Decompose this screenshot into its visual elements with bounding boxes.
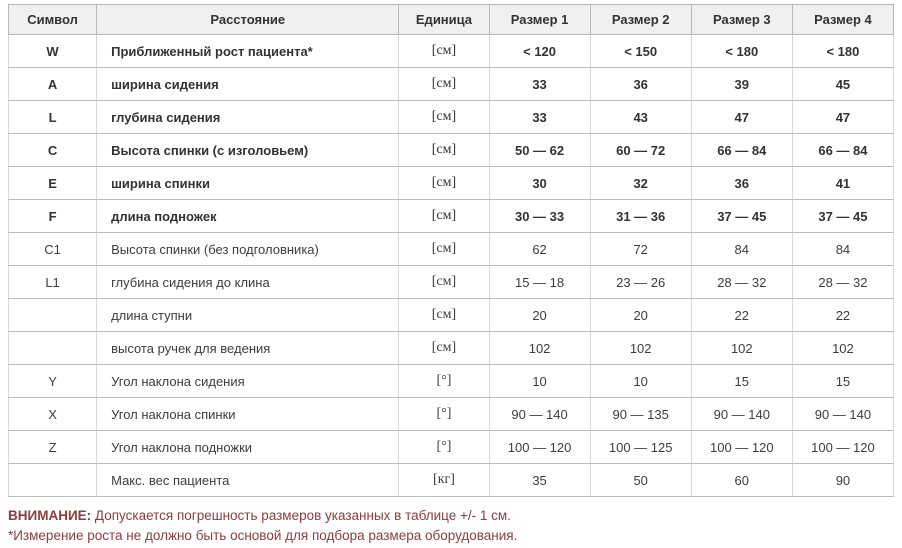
size-3-cell: 22 (691, 299, 792, 332)
symbol-cell: C1 (9, 233, 97, 266)
size-2-cell: 20 (590, 299, 691, 332)
size-1-cell: 30 (489, 167, 590, 200)
size-4-cell: 90 (792, 464, 893, 497)
table-row (9, 398, 894, 431)
warning-text: Допускается погрешность размеров указанных в таблице +/- 1 см. (91, 508, 511, 523)
unit-cell: [кг] (399, 464, 489, 497)
table-row (9, 464, 894, 497)
size-1-cell: 30 — 33 (489, 200, 590, 233)
size-3-cell: 60 (691, 464, 792, 497)
size-3-cell: 28 — 32 (691, 266, 792, 299)
size-2-cell: 72 (590, 233, 691, 266)
size-1-cell: 35 (489, 464, 590, 497)
distance-cell: Угол наклона сидения (97, 365, 399, 398)
size-1-cell: 33 (489, 101, 590, 134)
symbol-cell (9, 332, 97, 365)
unit-cell: [см] (399, 332, 489, 365)
size-2-cell: 23 — 26 (590, 266, 691, 299)
size-1-cell: 15 — 18 (489, 266, 590, 299)
distance-cell: Угол наклона подножки (97, 431, 399, 464)
table-row (9, 431, 894, 464)
size-3-cell: 47 (691, 101, 792, 134)
table-row (9, 167, 894, 200)
size-2-cell: 102 (590, 332, 691, 365)
column-header-5: Размер 2 (590, 5, 691, 35)
size-4-cell: < 180 (792, 35, 893, 68)
table-row (9, 365, 894, 398)
size-3-cell: 15 (691, 365, 792, 398)
size-table (8, 4, 894, 497)
table-row (9, 200, 894, 233)
unit-cell: [°] (399, 398, 489, 431)
symbol-cell: A (9, 68, 97, 101)
size-1-cell: 20 (489, 299, 590, 332)
size-1-cell: 33 (489, 68, 590, 101)
size-1-cell: 100 — 120 (489, 431, 590, 464)
size-2-cell: 36 (590, 68, 691, 101)
symbol-cell (9, 299, 97, 332)
unit-cell: [см] (399, 200, 489, 233)
size-2-cell: 31 — 36 (590, 200, 691, 233)
size-4-cell: 66 — 84 (792, 134, 893, 167)
size-3-cell: < 180 (691, 35, 792, 68)
distance-cell: ширина сидения (97, 68, 399, 101)
table-header-row (9, 5, 894, 35)
table-row (9, 266, 894, 299)
warning-line (8, 506, 894, 526)
size-4-cell: 84 (792, 233, 893, 266)
unit-cell: [см] (399, 101, 489, 134)
distance-cell: глубина сидения (97, 101, 399, 134)
size-2-cell: 43 (590, 101, 691, 134)
size-2-cell: 50 (590, 464, 691, 497)
symbol-cell: W (9, 35, 97, 68)
size-3-cell: 102 (691, 332, 792, 365)
distance-cell: глубина сидения до клина (97, 266, 399, 299)
distance-cell: Приближенный рост пациента* (97, 35, 399, 68)
size-3-cell: 39 (691, 68, 792, 101)
size-4-cell: 37 — 45 (792, 200, 893, 233)
symbol-cell: F (9, 200, 97, 233)
distance-cell: длина подножек (97, 200, 399, 233)
size-1-cell: 90 — 140 (489, 398, 590, 431)
table-row (9, 134, 894, 167)
symbol-cell: L1 (9, 266, 97, 299)
size-3-cell: 90 — 140 (691, 398, 792, 431)
warning-label: ВНИМАНИЕ: (8, 508, 92, 523)
footer-note (8, 506, 894, 546)
size-3-cell: 66 — 84 (691, 134, 792, 167)
size-1-cell: < 120 (489, 35, 590, 68)
column-header-4: Размер 1 (489, 5, 590, 35)
symbol-cell: E (9, 167, 97, 200)
unit-cell: [см] (399, 134, 489, 167)
table-row (9, 332, 894, 365)
distance-cell: длина ступни (97, 299, 399, 332)
symbol-cell: Z (9, 431, 97, 464)
distance-cell: Высота спинки (с изголовьем) (97, 134, 399, 167)
size-2-cell: 60 — 72 (590, 134, 691, 167)
size-3-cell: 100 — 120 (691, 431, 792, 464)
size-4-cell: 100 — 120 (792, 431, 893, 464)
column-header-3: Единица (399, 5, 489, 35)
unit-cell: [см] (399, 167, 489, 200)
unit-cell: [см] (399, 68, 489, 101)
symbol-cell: X (9, 398, 97, 431)
symbol-cell (9, 464, 97, 497)
table-row (9, 35, 894, 68)
size-4-cell: 90 — 140 (792, 398, 893, 431)
symbol-cell: C (9, 134, 97, 167)
size-2-cell: 90 — 135 (590, 398, 691, 431)
size-2-cell: 100 — 125 (590, 431, 691, 464)
note-line: *Измерение роста не должно быть основой для подбора размера оборудования. (8, 528, 518, 543)
unit-cell: [см] (399, 299, 489, 332)
unit-cell: [°] (399, 431, 489, 464)
distance-cell: ширина спинки (97, 167, 399, 200)
size-3-cell: 37 — 45 (691, 200, 792, 233)
size-4-cell: 15 (792, 365, 893, 398)
size-4-cell: 41 (792, 167, 893, 200)
column-header-1: Символ (9, 5, 97, 35)
unit-cell: [°] (399, 365, 489, 398)
symbol-cell: L (9, 101, 97, 134)
size-3-cell: 36 (691, 167, 792, 200)
unit-cell: [см] (399, 266, 489, 299)
size-2-cell: 32 (590, 167, 691, 200)
size-1-cell: 102 (489, 332, 590, 365)
size-4-cell: 102 (792, 332, 893, 365)
size-3-cell: 84 (691, 233, 792, 266)
size-4-cell: 45 (792, 68, 893, 101)
table-row (9, 299, 894, 332)
distance-cell: Угол наклона спинки (97, 398, 399, 431)
table-row (9, 68, 894, 101)
distance-cell: высота ручек для ведения (97, 332, 399, 365)
size-1-cell: 62 (489, 233, 590, 266)
size-4-cell: 22 (792, 299, 893, 332)
unit-cell: [см] (399, 35, 489, 68)
size-4-cell: 28 — 32 (792, 266, 893, 299)
column-header-2: Расстояние (97, 5, 399, 35)
table-row (9, 101, 894, 134)
size-1-cell: 50 — 62 (489, 134, 590, 167)
distance-cell: Высота спинки (без подголовника) (97, 233, 399, 266)
table-row (9, 233, 894, 266)
distance-cell: Макс. вес пациента (97, 464, 399, 497)
size-4-cell: 47 (792, 101, 893, 134)
column-header-7: Размер 4 (792, 5, 893, 35)
size-2-cell: 10 (590, 365, 691, 398)
symbol-cell: Y (9, 365, 97, 398)
unit-cell: [см] (399, 233, 489, 266)
column-header-6: Размер 3 (691, 5, 792, 35)
size-2-cell: < 150 (590, 35, 691, 68)
size-1-cell: 10 (489, 365, 590, 398)
